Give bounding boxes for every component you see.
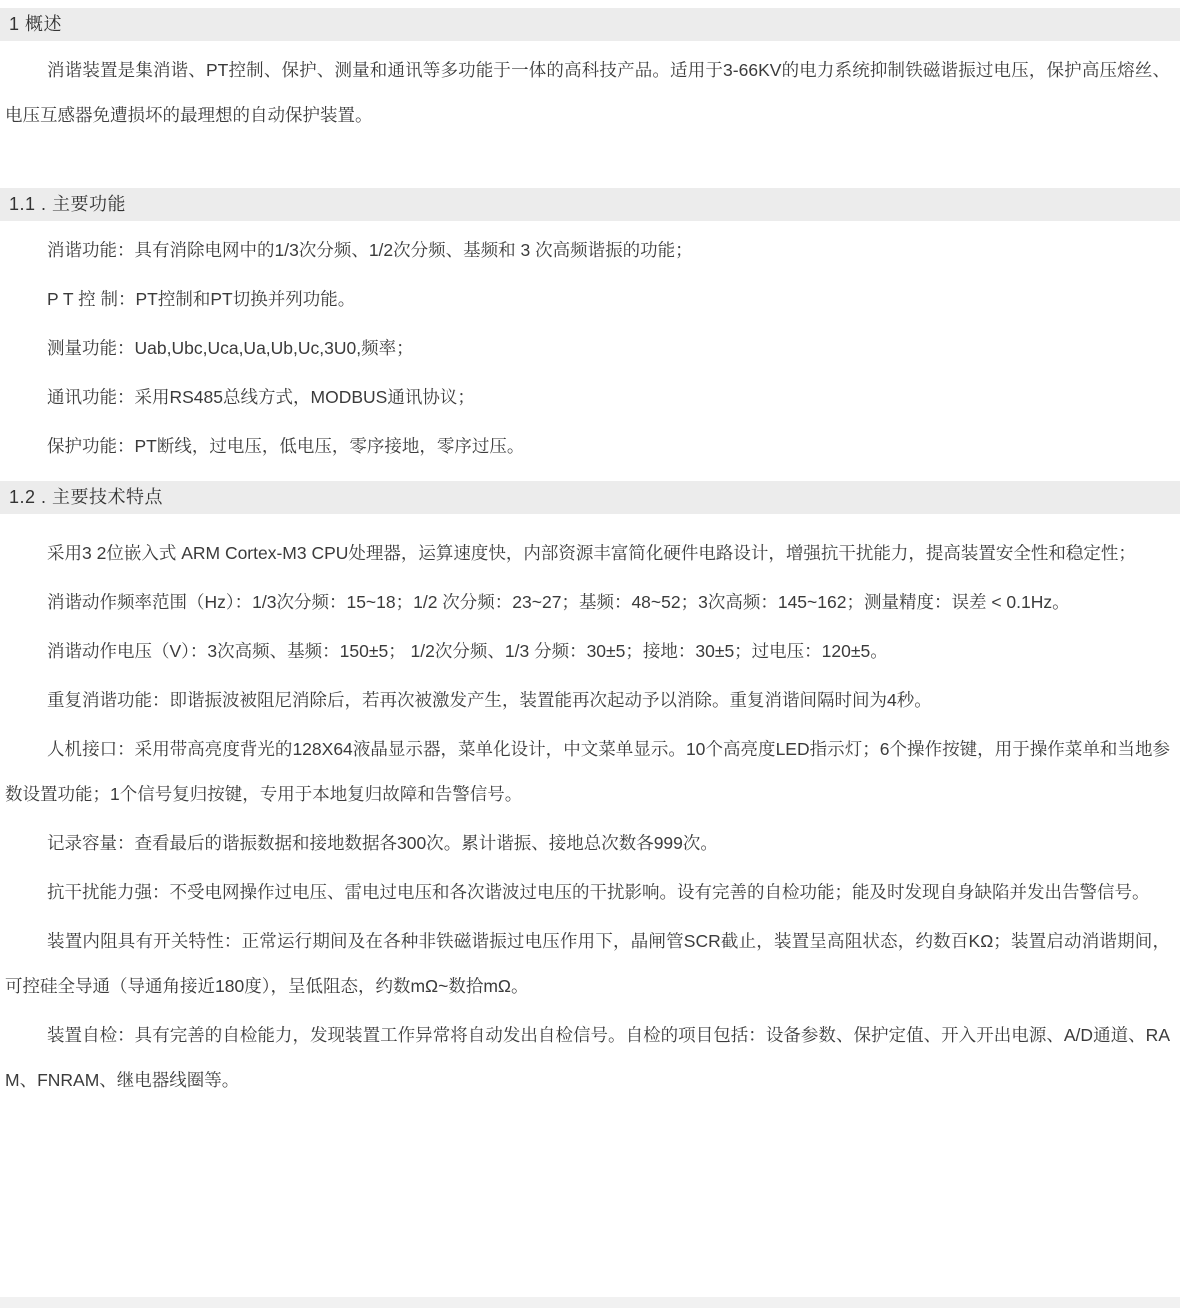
paragraph-feature-cpu: 采用3 2位嵌入式 ARM Cortex-M3 CPU处理器，运算速度快，内部资源丰富简化硬件电路设计，增强抗干扰能力，提高装置安全性和稳定性； [47, 543, 1136, 563]
paragraph-feature-self-check: 装置自检：具有完善的自检能力，发现装置工作异常将自动发出自检信号。自检的项目包括：设备参数、保护定值、开入开出电源、A/D通道、RAM、FNRAM、继电器线圈等。 [5, 1025, 1170, 1090]
paragraph-feature-frequency-range: 消谐动作频率范围（Hz）：1/3次分频：15~18；1/2 次分频：23~27；基频：48~52；3次高频：145~162；测量精度：误差 < 0.1Hz。 [47, 592, 1070, 612]
paragraph-feature-internal-resistance: 装置内阻具有开关特性：正常运行期间及在各种非铁磁谐振过电压作用下，晶闸管SCR截止，装置呈高阻状态，约数百KΩ；装置启动消谐期间，可控硅全导通（导通角接近180度），呈低阻态，约数mΩ~数拾mΩ。 [5, 931, 1170, 996]
paragraph-feature-anti-interference: 抗干扰能力强：不受电网操作过电压、雷电过电压和各次谐波过电压的干扰影响。设有完善的自检功能；能及时发现自身缺陷并发出告警信号。 [47, 882, 1150, 902]
paragraph-function-measurement: 测量功能：Uab,Ubc,Uca,Ua,Ub,Uc,3U0,频率； [47, 338, 414, 358]
section-heading-main-functions: 1.1 . 主要功能 [0, 188, 1180, 221]
paragraph-feature-hmi: 人机接口：采用带高亮度背光的128X64液晶显示器，菜单化设计，中文菜单显示。10个高亮度LED指示灯；6个操作按键，用于操作菜单和当地参数设置功能；1个信号复归按键，专用于本地复归故障和告警信号。 [5, 739, 1170, 804]
paragraph-overview: 消谐装置是集消谐、PT控制、保护、测量和通讯等多功能于一体的高科技产品。适用于3-66KV的电力系统抑制铁磁谐振过电压，保护高压熔丝、电压互感器免遭损坏的最理想的自动保护装置。 [5, 60, 1170, 125]
section-heading-overview: 1 概述 [0, 8, 1180, 41]
horizontal-scrollbar[interactable] [0, 1297, 1180, 1308]
paragraph-feature-record-capacity: 记录容量：查看最后的谐振数据和接地数据各300次。累计谐振、接地总次数各999次。 [47, 833, 718, 853]
section-body-overview [0, 48, 1180, 138]
paragraph-function-harmonic-elimination: 消谐功能：具有消除电网中的1/3次分频、1/2次分频、基频和 3 次高频谐振的功能； [47, 240, 693, 260]
section-body-technical-features [0, 531, 1180, 1103]
paragraph-function-pt-control: P T 控 制：PT控制和PT切换并列功能。 [47, 289, 356, 309]
section-body-main-functions [0, 228, 1180, 469]
paragraph-feature-action-voltage: 消谐动作电压（V）：3次高频、基频：150±5； 1/2次分频、1/3 分频：30±5；接地：30±5；过电压：120±5。 [47, 641, 888, 661]
paragraph-feature-repeat-elimination: 重复消谐功能：即谐振波被阻尼消除后，若再次被激发产生，装置能再次起动予以消除。重复消谐间隔时间为4秒。 [47, 690, 932, 710]
section-heading-technical-features: 1.2 . 主要技术特点 [0, 481, 1180, 514]
paragraph-function-protection: 保护功能：PT断线，过电压，低电压，零序接地，零序过压。 [47, 436, 525, 456]
paragraph-function-communication: 通讯功能：采用RS485总线方式，MODBUS通讯协议； [47, 387, 475, 407]
